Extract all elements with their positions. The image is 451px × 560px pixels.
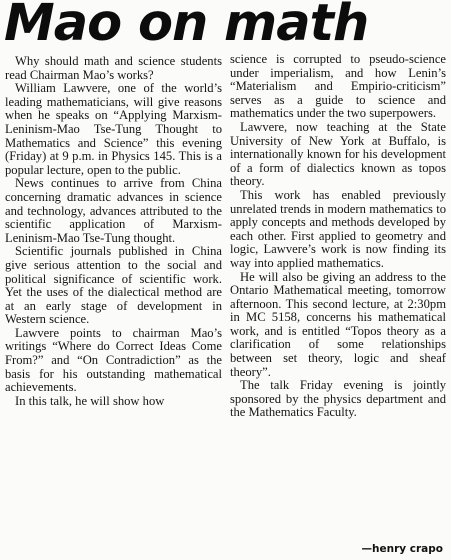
paragraph: The talk Friday evening is jointly sponsored by the physics department and the Mathematics Faculty. (230, 378, 446, 420)
paragraph: In this talk, he will show how (15, 393, 165, 408)
paragraph: Lawvere points to chairman Mao’s writings “Where do Correct Ideas Come From?” and “On Contradiction” as the basis for his outstanding mathematical achievements. (5, 325, 222, 395)
paragraph: Lawvere, now teaching at the State University of New York at Buffalo, is internationally known for his development of a form of dialectics known as topos theory. (230, 119, 446, 189)
left-column (5, 55, 222, 408)
headline: Mao on math (4, 0, 369, 53)
paragraph: He will also be giving an address to the Ontario Mathematical meeting, tomorrow afternoon. This second lecture, at 2:30pm in MC 5158, concerns his mathematical work, and is entitled “Topos theory as a clarification of some relationships between set theory, logic and sheaf theory”. (230, 269, 446, 379)
paragraph-continuation: science is corrupted to pseudo-science under imperialism, and how Lenin’s “Materialism and Empirio-criticism” serves as a guide to science and mathematics under the two superpowers. (230, 52, 446, 121)
paragraph: News continues to arrive from China concerning dramatic advances in science and technology, advances attributed to the scientific application of Marxism-Leninism-Mao Tse-Tung thought. (5, 176, 222, 245)
byline: —henry crapo (361, 543, 443, 555)
right-column (230, 53, 446, 420)
paragraph: William Lawvere, one of the world’s leading mathematicians, will give reasons when he speaks on “Applying Marxism-Leninism-Mao Tse-Tung Thought to Mathematics and Science” this evening (Friday) at 9 p.m. in Physics 145. This is a popular lecture, open to the public. (5, 81, 222, 177)
paragraph: Why should math and science students read Chairman Mao’s works? (5, 54, 222, 82)
paragraph: Scientific journals published in China give serious attention to the social and political significance of scientific work. Yet the uses of the dialectical method are at an early stage of development in Western science. (5, 244, 222, 327)
paragraph: This work has enabled previously unrelated trends in modern mathematics to apply concepts and methods developed by each other. First applied to geometry and logic, Lawvere’s work is now finding its way into applied mathematics. (230, 187, 446, 270)
